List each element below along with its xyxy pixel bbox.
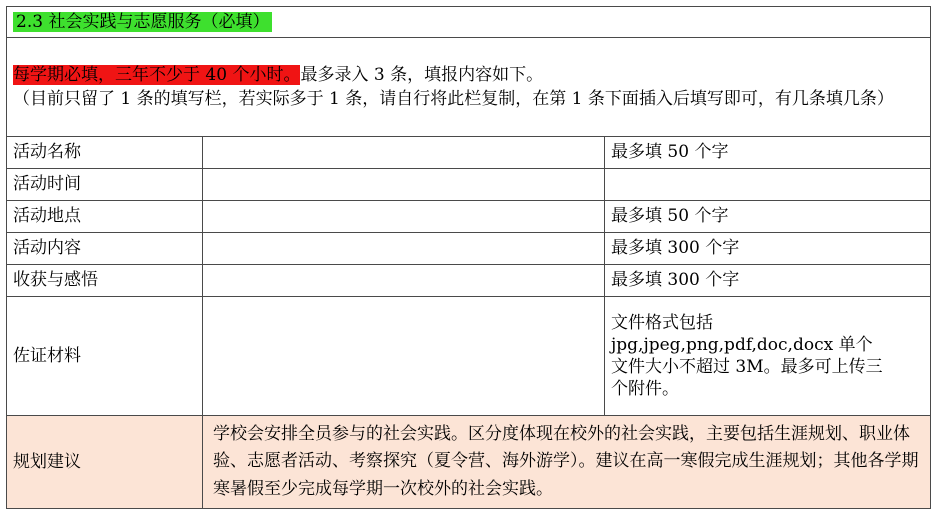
intro-cell [7, 38, 931, 137]
plan-row [7, 416, 931, 509]
section-title: 2.3 社会实践与志愿服务（必填） [13, 12, 272, 32]
intro-note: （目前只留了 1 条的填写栏，若实际多于 1 条，请自行将此栏复制，在第 1 条下面插入后填写即可，有几条填几条） [13, 89, 894, 109]
field-input-activity-name[interactable] [203, 137, 605, 169]
evidence-hint [605, 297, 931, 416]
plan-label: 规划建议 [7, 416, 203, 509]
field-hint: 最多填 300 个字 [605, 233, 931, 265]
form-document [6, 6, 930, 506]
requirement-rest: 最多录入 3 条，填报内容如下。 [300, 64, 544, 85]
evidence-hint-line: jpg,jpeg,png,pdf,doc,docx 单个 [611, 334, 873, 355]
evidence-hint-line: 文件格式包括 [611, 312, 713, 333]
field-label: 活动时间 [7, 169, 203, 201]
evidence-label: 佐证材料 [7, 297, 203, 416]
evidence-hint-line: 个附件。 [611, 379, 679, 400]
field-label: 活动内容 [7, 233, 203, 265]
evidence-upload-cell[interactable] [203, 297, 605, 416]
field-label: 收获与感悟 [7, 265, 203, 297]
field-row-activity-name [7, 137, 931, 169]
evidence-row [7, 297, 931, 416]
field-row-reflection [7, 265, 931, 297]
requirement-highlight: 每学期必填，三年不少于 40 个小时。 [13, 64, 301, 85]
field-hint [605, 169, 931, 201]
field-hint: 最多填 50 个字 [605, 137, 931, 169]
field-row-activity-time [7, 169, 931, 201]
social-practice-table [6, 6, 931, 509]
field-row-activity-location [7, 201, 931, 233]
plan-text: 学校会安排全员参与的社会实践。区分度体现在校外的社会实践，主要包括生涯规划、职业体验、志愿者活动、考察探究（夏令营、海外游学）。建议在高一寒假完成生涯规划；其他各学期寒暑假至少完成每学期一次校外的社会实践。 [203, 416, 931, 509]
requirement-line [13, 64, 924, 86]
field-hint: 最多填 300 个字 [605, 265, 931, 297]
field-input-activity-time[interactable] [203, 169, 605, 201]
intro-row [7, 38, 931, 137]
section-title-cell [7, 7, 931, 38]
evidence-hint-line: 文件大小不超过 3M。最多可上传三 [611, 357, 883, 377]
field-label: 活动名称 [7, 137, 203, 169]
field-input-reflection[interactable] [203, 265, 605, 297]
section-title-row [7, 7, 931, 38]
field-label: 活动地点 [7, 201, 203, 233]
field-input-activity-location[interactable] [203, 201, 605, 233]
field-row-activity-content [7, 233, 931, 265]
field-hint: 最多填 50 个字 [605, 201, 931, 233]
field-input-activity-content[interactable] [203, 233, 605, 265]
